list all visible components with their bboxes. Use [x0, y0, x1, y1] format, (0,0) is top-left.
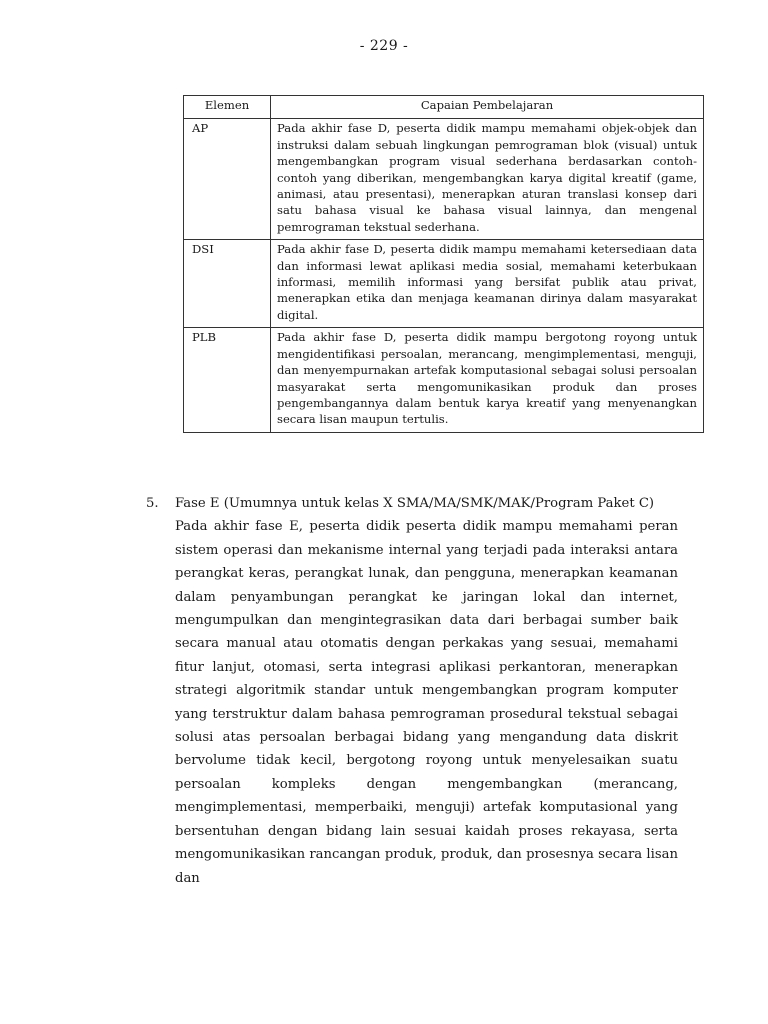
section-heading: Fase E (Umumnya untuk kelas X SMA/MA/SMK/MAK/Program Paket C): [175, 496, 655, 511]
table-cell-element: AP: [184, 119, 271, 240]
table-row: [184, 240, 704, 328]
column-header-element: Elemen: [184, 96, 271, 119]
list-number: 5.: [146, 496, 159, 511]
column-header-learning-outcome: Capaian Pembelajaran: [271, 96, 704, 119]
table-cell-element: DSI: [184, 240, 271, 328]
page-number: - 229 -: [359, 38, 409, 54]
table-row: [184, 328, 704, 432]
table-cell-element: PLB: [184, 328, 271, 432]
phase-e-section: [146, 492, 678, 890]
table-row: [184, 119, 704, 240]
table-header-row: [184, 96, 704, 119]
table-cell-description: Pada akhir fase D, peserta didik mampu memahami ketersediaan data dan informasi lewat aplikasi media sosial, memahami keterbukaan informasi, memilih informasi yang bersifat publik atau privat, menerapkan etika dan menjaga keamanan dirinya dalam masyarakat digital.: [271, 240, 704, 328]
learning-outcomes-table: [183, 95, 704, 433]
table-cell-description: Pada akhir fase D, peserta didik mampu memahami objek-objek dan instruksi dalam sebuah lingkungan pemrograman blok (visual) untuk mengembangkan program visual sederhana berdasarkan contoh-contoh yang diberikan, mengembangkan karya digital kreatif (game, animasi, atau presentasi), menerapkan aturan translasi konsep dari satu bahasa visual ke bahasa visual lainnya, dan mengenal pemrograman tekstual sederhana.: [271, 119, 704, 240]
table-cell-description: Pada akhir fase D, peserta didik mampu bergotong royong untuk mengidentifikasi persoalan, merancang, mengimplementasi, menguji, dan menyempurnakan artefak komputasional sebagai solusi persoalan masyarakat serta mengomunikasikan produk dan proses pengembangannya dalam bentuk karya kreatif yang menyenangkan secara lisan maupun tertulis.: [271, 328, 704, 432]
section-paragraph: Pada akhir fase E, peserta didik peserta didik mampu memahami peran sistem operasi dan mekanisme internal yang terjadi pada interaksi antara perangkat keras, perangkat lunak, dan pengguna, menerapkan keamanan dalam penyambungan perangkat ke jaringan lokal dan internet, mengumpulkan dan mengintegrasikan data dari berbagai sumber baik secara manual atau otomatis dengan perkakas yang sesuai, memahami fitur lanjut, otomasi, serta integrasi aplikasi perkantoran, menerapkan strategi algoritmik standar untuk mengembangkan program komputer yang terstruktur dalam bahasa pemrograman prosedural tekstual sebagai solusi atas persoalan berbagai bidang yang mengandung data diskrit bervolume tidak kecil, bergotong royong untuk menyelesaikan suatu persoalan kompleks dengan mengembangkan (merancang, mengimplementasi, memperbaiki, menguji) artefak komputasional yang bersentuhan dengan bidang lain sesuai kaidah proses rekayasa, serta mengomunikasikan rancangan produk, produk, dan prosesnya secara lisan dan: [175, 519, 678, 886]
